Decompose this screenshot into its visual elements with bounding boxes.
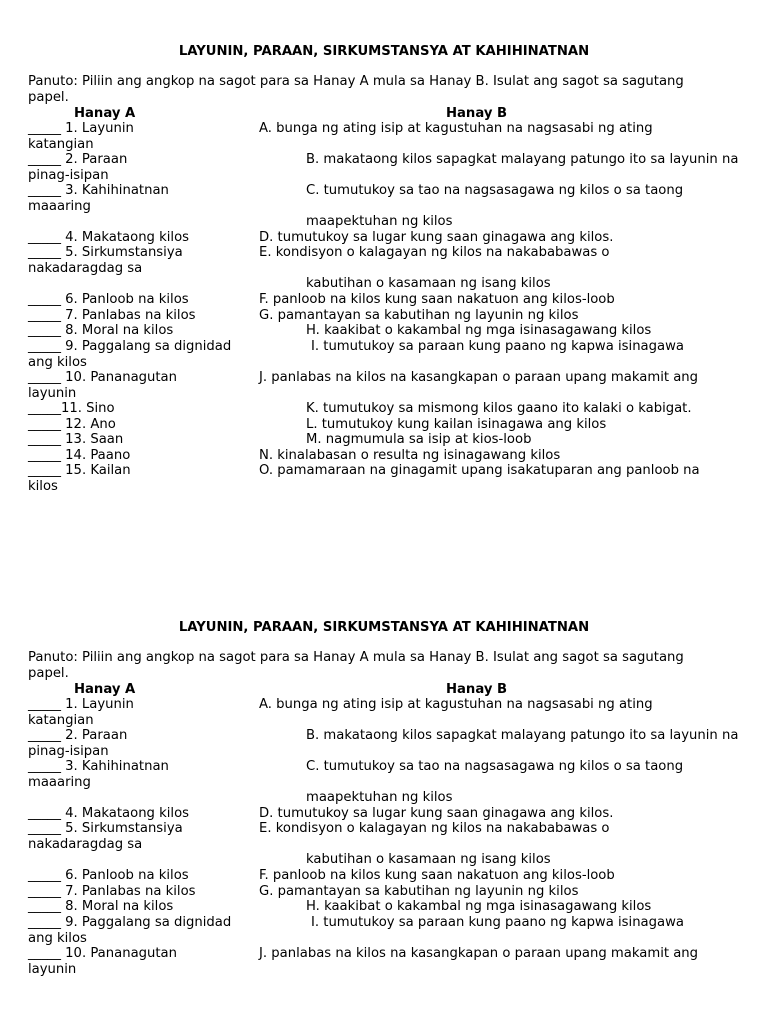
worksheet-title: LAYUNIN, PARAAN, SIRKUMSTANSYA AT KAHIHINATNAN — [178, 620, 590, 635]
column-a-item: _____ 9. Paggalang sa dignidad — [28, 339, 232, 354]
column-a-item: _____ 3. Kahihinatnan — [28, 759, 169, 774]
column-a-item: kilos — [28, 479, 58, 494]
column-a-item: _____ 6. Panloob na kilos — [28, 292, 189, 307]
column-b-item: B. makataong kilos sapagkat malayang patungo ito sa layunin na — [306, 728, 739, 743]
column-a-item: _____ 10. Pananagutan — [28, 946, 177, 961]
column-b-item: C. tumutukoy sa tao na nagsasagawa ng kilos o sa taong — [306, 183, 684, 198]
worksheet-title: LAYUNIN, PARAAN, SIRKUMSTANSYA AT KAHIHINATNAN — [178, 44, 590, 59]
column-a-item: _____ 3. Kahihinatnan — [28, 183, 169, 198]
column-b-item: H. kaakibat o kakambal ng mga isinasagawang kilos — [306, 323, 652, 338]
column-a-item: _____ 4. Makataong kilos — [28, 806, 190, 821]
column-b-item: G. pamantayan sa kabutihan ng layunin ng kilos — [259, 884, 579, 899]
column-b-item: F. panloob na kilos kung saan nakatuon ang kilos-loob — [259, 292, 615, 307]
column-b-item: B. makataong kilos sapagkat malayang patungo ito sa layunin na — [306, 152, 739, 167]
column-b-item: maapektuhan ng kilos — [306, 214, 453, 229]
column-a-item: _____ 2. Paraan — [28, 728, 128, 743]
column-a-item: _____ 8. Moral na kilos — [28, 323, 174, 338]
column-a-header: Hanay A — [74, 682, 136, 697]
column-b-item: D. tumutukoy sa lugar kung saan ginagawa ang kilos. — [259, 230, 614, 245]
column-a-item: _____ 15. Kailan — [28, 463, 131, 478]
column-b-item: K. tumutukoy sa mismong kilos gaano ito kalaki o kabigat. — [306, 401, 692, 416]
column-b-item: I. tumutukoy sa paraan kung paano ng kapwa isinagawa — [311, 915, 684, 930]
column-b-header: Hanay B — [446, 682, 508, 697]
column-b-item: maapektuhan ng kilos — [306, 790, 453, 805]
column-b-item: kabutihan o kasamaan ng isang kilos — [306, 852, 551, 867]
column-a-header: Hanay A — [74, 106, 136, 121]
column-a-item: katangian — [28, 713, 94, 728]
column-b-item: F. panloob na kilos kung saan nakatuon ang kilos-loob — [259, 868, 615, 883]
column-a-item: _____ 1. Layunin — [28, 697, 134, 712]
column-a-item: _____ 10. Pananagutan — [28, 370, 177, 385]
column-a-item: nakadaragdag sa — [28, 837, 143, 852]
column-a-item: ang kilos — [28, 355, 87, 370]
column-b-item: J. panlabas na kilos na kasangkapan o paraan upang makamit ang — [259, 370, 699, 385]
column-a-item: pinag-isipan — [28, 168, 109, 183]
column-a-item: maaaring — [28, 199, 91, 214]
column-a-item: _____ 4. Makataong kilos — [28, 230, 190, 245]
column-a-item: _____ 7. Panlabas na kilos — [28, 308, 196, 323]
column-b-item: M. nagmumula sa isip at kios-loob — [306, 432, 532, 447]
column-a-item: _____ 7. Panlabas na kilos — [28, 884, 196, 899]
column-a-item: _____ 6. Panloob na kilos — [28, 868, 189, 883]
column-a-item: layunin — [28, 962, 77, 977]
column-a-item: nakadaragdag sa — [28, 261, 143, 276]
directions-text: Panuto: Piliin ang angkop na sagot para sa Hanay A mula sa Hanay B. Isulat ang sagot sa sagutang — [28, 74, 684, 89]
column-a-item: _____ 2. Paraan — [28, 152, 128, 167]
column-a-item: _____ 12. Ano — [28, 417, 116, 432]
column-b-item: J. panlabas na kilos na kasangkapan o paraan upang makamit ang — [259, 946, 699, 961]
column-b-item: E. kondisyon o kalagayan ng kilos na nakababawas o — [259, 245, 610, 260]
column-b-item: L. tumutukoy kung kailan isinagawa ang kilos — [306, 417, 607, 432]
directions-text: papel. — [28, 90, 69, 105]
column-b-item: E. kondisyon o kalagayan ng kilos na nakababawas o — [259, 821, 610, 836]
column-b-item: G. pamantayan sa kabutihan ng layunin ng kilos — [259, 308, 579, 323]
column-a-item: _____ 14. Paano — [28, 448, 131, 463]
column-a-item: _____ 13. Saan — [28, 432, 124, 447]
column-a-item: _____ 8. Moral na kilos — [28, 899, 174, 914]
column-b-item: I. tumutukoy sa paraan kung paano ng kapwa isinagawa — [311, 339, 684, 354]
column-a-item: maaaring — [28, 775, 91, 790]
directions-text: papel. — [28, 666, 69, 681]
column-b-item: H. kaakibat o kakambal ng mga isinasagawang kilos — [306, 899, 652, 914]
column-b-item: D. tumutukoy sa lugar kung saan ginagawa ang kilos. — [259, 806, 614, 821]
column-a-item: _____ 9. Paggalang sa dignidad — [28, 915, 232, 930]
column-a-item: _____ 5. Sirkumstansiya — [28, 821, 183, 836]
column-a-item: katangian — [28, 137, 94, 152]
column-a-item: ang kilos — [28, 931, 87, 946]
column-a-item: _____ 1. Layunin — [28, 121, 134, 136]
column-b-item: kabutihan o kasamaan ng isang kilos — [306, 276, 551, 291]
column-a-item: _____11. Sino — [28, 401, 115, 416]
column-b-item: A. bunga ng ating isip at kagustuhan na nagsasabi ng ating — [259, 697, 653, 712]
column-b-header: Hanay B — [446, 106, 508, 121]
directions-text: Panuto: Piliin ang angkop na sagot para sa Hanay A mula sa Hanay B. Isulat ang sagot sa sagutang — [28, 650, 684, 665]
column-b-item: C. tumutukoy sa tao na nagsasagawa ng kilos o sa taong — [306, 759, 684, 774]
column-b-item: A. bunga ng ating isip at kagustuhan na nagsasabi ng ating — [259, 121, 653, 136]
column-b-item: O. pamamaraan na ginagamit upang isakatuparan ang panloob na — [259, 463, 700, 478]
column-a-item: pinag-isipan — [28, 744, 109, 759]
column-a-item: layunin — [28, 386, 77, 401]
column-a-item: _____ 5. Sirkumstansiya — [28, 245, 183, 260]
column-b-item: N. kinalabasan o resulta ng isinagawang kilos — [259, 448, 561, 463]
